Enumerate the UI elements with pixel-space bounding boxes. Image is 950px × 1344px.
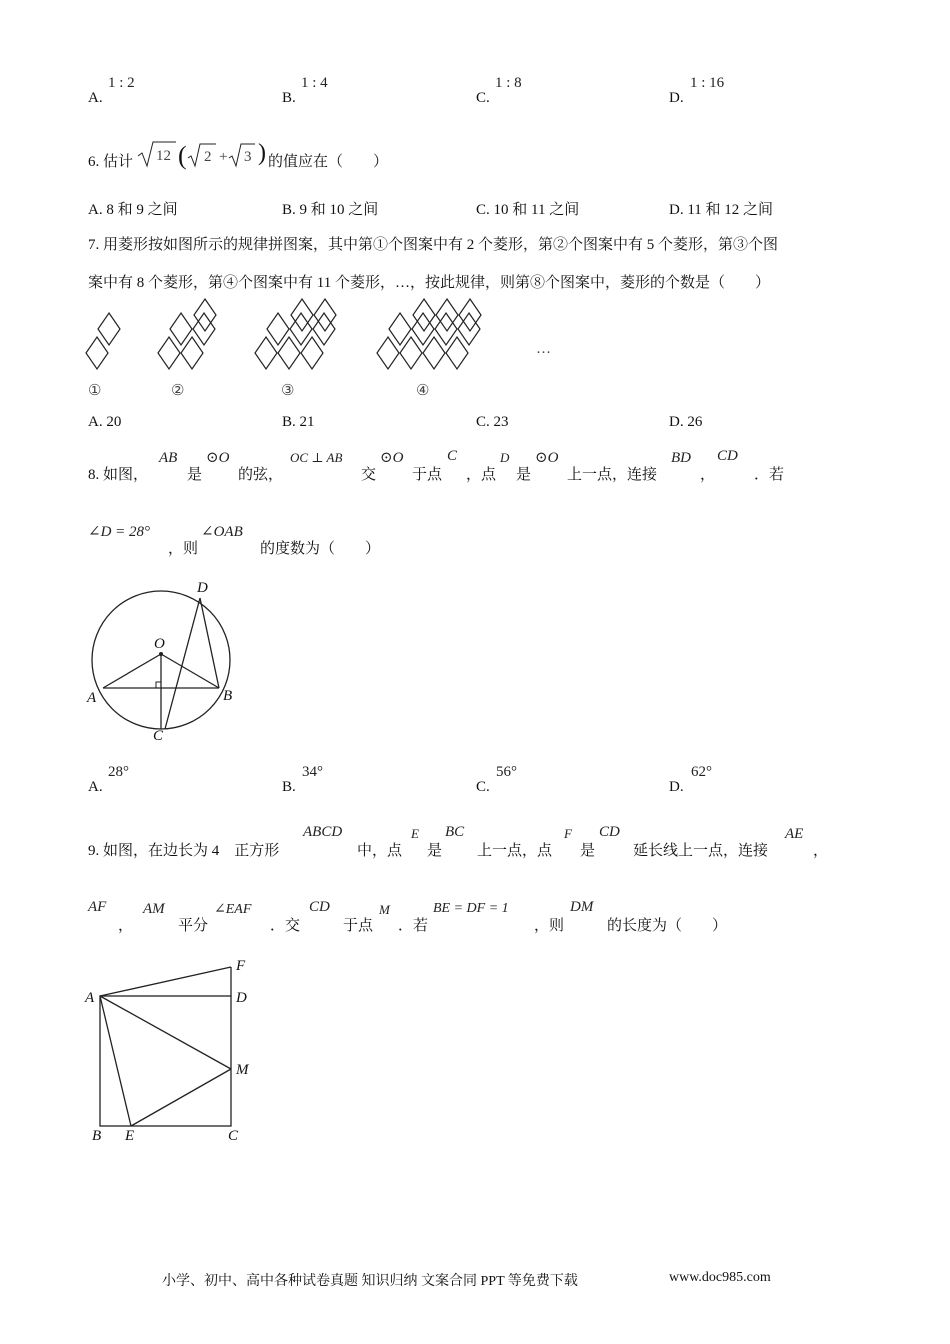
q5-option-b-letter: B. [282, 90, 296, 106]
q9-math-f: F [564, 826, 572, 841]
q7-pattern-4-rhombus [400, 337, 422, 369]
q7-line-1: 7. 用菱形按如图所示的规律拼图案，其中第①个图案中有 2 个菱形，第②个图案中有 5 个菱形，第③个图 [88, 237, 779, 253]
q7-pattern-3-rhombus [255, 337, 277, 369]
q8-text-2: 是 [187, 467, 203, 483]
q9-text-14: 的长度为（ ） [607, 918, 728, 934]
q8-option-b-letter: B. [282, 779, 296, 795]
q9-text-11: 于点 [343, 918, 374, 934]
q8-text-4: 交 [361, 467, 377, 483]
q7-pattern-2-rhombus [158, 337, 180, 369]
q8-math-cd: CD [717, 448, 738, 464]
q9-text-10: ．交 [270, 918, 301, 934]
q7-pattern-3-rhombus [301, 337, 323, 369]
footer-text: 小学、初中、高中各种试卷真题 知识归纳 文案合同 PPT 等免费下载 [162, 1274, 578, 1289]
q7-pattern-4-rhombus [389, 313, 411, 345]
q9-segment-am [100, 996, 231, 1069]
q8-center-dot [159, 652, 163, 656]
q7-pattern-1-rhombus [86, 337, 108, 369]
q8-label-b: B [223, 688, 233, 704]
q7-ellipsis: … [536, 341, 551, 357]
q5-option-b-value: 1 : 4 [301, 75, 328, 91]
q6-sqrt-b: 3 [244, 149, 252, 165]
q8-math-angle-oab: ∠OAB [201, 524, 243, 540]
q5-option-d-value: 1 : 16 [690, 75, 725, 91]
q7-pattern-3-rhombus [267, 313, 289, 345]
q9-label-m: M [236, 1062, 249, 1078]
q9-math-angle-eaf: ∠EAF [214, 902, 252, 917]
q8-circle-figure [80, 572, 260, 747]
q8-right-angle-mark [156, 682, 161, 688]
q8-text-1: 8. 如图， [88, 467, 149, 483]
q8-segment-oa [103, 654, 161, 688]
q7-figure-label-3: ③ [281, 383, 295, 399]
q9-label-b: B [92, 1128, 102, 1144]
q8-option-a-value: 28° [108, 764, 129, 780]
q9-text-2: 中，点 [357, 843, 403, 859]
q7-figure-label-1: ① [88, 383, 102, 399]
q9-label-f: F [236, 958, 246, 974]
q9-math-af: AF [88, 899, 107, 915]
footer-url[interactable]: www.doc985.com [669, 1270, 771, 1285]
q7-pattern-1-rhombus [98, 313, 120, 345]
q9-math-m: M [379, 902, 390, 917]
q9-text-5: 是 [580, 843, 596, 859]
q8-text-8: 上一点，连接 [567, 467, 658, 483]
q8-label-o: O [154, 636, 165, 652]
q8-math-angle-d: ∠D = 28° [88, 524, 151, 540]
q8-math-circle-o-3: ⊙O [535, 450, 559, 466]
q6-option-c: C. 10 和 11 之间 [476, 202, 580, 218]
q9-math-dm: DM [570, 899, 594, 915]
q9-text-6: 延长线上一点，连接 [633, 843, 769, 859]
q9-math-am: AM [143, 901, 165, 917]
q6-suffix: 的值应在（ ） [268, 154, 389, 170]
q6-sqrt-a: 2 [204, 149, 212, 165]
q9-math-abcd: ABCD [303, 824, 343, 840]
q9-math-be-df: BE = DF = 1 [433, 901, 509, 916]
q7-option-c: C. 23 [476, 414, 509, 430]
q6-option-b: B. 9 和 10 之间 [282, 202, 379, 218]
q8-math-c: C [447, 448, 458, 464]
q8-option-c-letter: C. [476, 779, 490, 795]
q9-text-13: ，则 [534, 918, 565, 934]
q7-pattern-2-rhombus [170, 313, 192, 345]
q9-label-c: C [228, 1128, 239, 1144]
q8-text-12: 的度数为（ ） [260, 541, 381, 557]
q6-option-a: A. 8 和 9 之间 [88, 202, 178, 218]
q9-math-ae: AE [785, 826, 804, 842]
q5-option-d-letter: D. [669, 90, 684, 106]
q8-option-a-letter: A. [88, 779, 103, 795]
q8-label-c: C [153, 728, 164, 744]
q7-option-a: A. 20 [88, 414, 122, 430]
q9-label-a: A [85, 990, 95, 1006]
q8-label-d: D [197, 580, 208, 596]
q6-option-d: D. 11 和 12 之间 [669, 202, 774, 218]
q9-math-bc: BC [445, 824, 465, 840]
q8-segment-cd [165, 598, 200, 729]
q8-label-a: A [87, 690, 97, 706]
q8-option-d-value: 62° [691, 764, 712, 780]
q6-right-paren: ) [258, 140, 266, 166]
q9-math-cd-2: CD [309, 899, 330, 915]
q7-line-2: 案中有 8 个菱形，第④个图案中有 11 个菱形，…，按此规律，则第⑧个图案中，菱形的个数是（ ） [88, 275, 770, 291]
q8-text-5: 于点 [412, 467, 443, 483]
q8-option-b-value: 34° [302, 764, 323, 780]
q6-sqrt-outer: 12 [156, 148, 171, 164]
q8-math-bd: BD [671, 450, 691, 466]
q5-option-c-letter: C. [476, 90, 490, 106]
q6-plus: + [219, 149, 228, 165]
q8-option-d-letter: D. [669, 779, 684, 795]
q8-text-11: ，则 [168, 541, 199, 557]
q8-math-d: D [500, 450, 510, 465]
q7-pattern-3-rhombus [278, 337, 300, 369]
q7-figure-label-2: ② [171, 383, 185, 399]
q9-segment-ae [100, 996, 131, 1126]
q5-option-a-value: 1 : 2 [108, 75, 135, 91]
q9-text-8: ， [118, 918, 134, 934]
q9-text-4: 上一点，点 [477, 843, 553, 859]
q8-text-10: ．若 [754, 467, 785, 483]
q8-math-circle-o-1: ⊙O [206, 450, 230, 466]
q7-pattern-4-rhombus [377, 337, 399, 369]
q7-option-b: B. 21 [282, 414, 315, 430]
q7-pattern-4-rhombus [423, 337, 445, 369]
q6-radical-expression [136, 138, 256, 172]
q8-text-6: ，点 [466, 467, 497, 483]
q9-label-d: D [236, 990, 247, 1006]
q7-option-d: D. 26 [669, 414, 703, 430]
q9-segment-af [100, 967, 231, 996]
q9-text-1: 9. 如图，在边长为 4 正方形 [88, 843, 280, 859]
q8-math-ab: AB [159, 450, 178, 466]
q6-prefix: 6. 估计 [88, 154, 134, 170]
q9-text-3: 是 [427, 843, 443, 859]
q8-option-c-value: 56° [496, 764, 517, 780]
q7-pattern-2-rhombus [181, 337, 203, 369]
q8-math-oc-perp-ab: OC ⊥ AB [290, 450, 343, 465]
q6-left-paren: ( [178, 141, 187, 170]
q8-math-circle-o-2: ⊙O [380, 450, 404, 466]
q5-option-c-value: 1 : 8 [495, 75, 522, 91]
q9-segment-em [131, 1069, 231, 1126]
q9-square-figure [80, 950, 270, 1150]
q9-text-12: ．若 [398, 918, 429, 934]
q8-segment-ob [161, 654, 219, 688]
q8-text-7: 是 [516, 467, 532, 483]
q9-math-e: E [411, 826, 419, 841]
q7-figure-label-4: ④ [416, 383, 430, 399]
q8-text-3: 的弦， [238, 467, 284, 483]
q5-option-a-letter: A. [88, 90, 103, 106]
q9-label-e: E [125, 1128, 135, 1144]
q9-math-cd: CD [599, 824, 620, 840]
q7-pattern-4-rhombus [446, 337, 468, 369]
q8-text-9: ， [700, 467, 716, 483]
q9-text-9: 平分 [178, 918, 209, 934]
q9-text-7: ， [813, 843, 829, 859]
q7-rhombus-pattern-figure [80, 295, 580, 405]
